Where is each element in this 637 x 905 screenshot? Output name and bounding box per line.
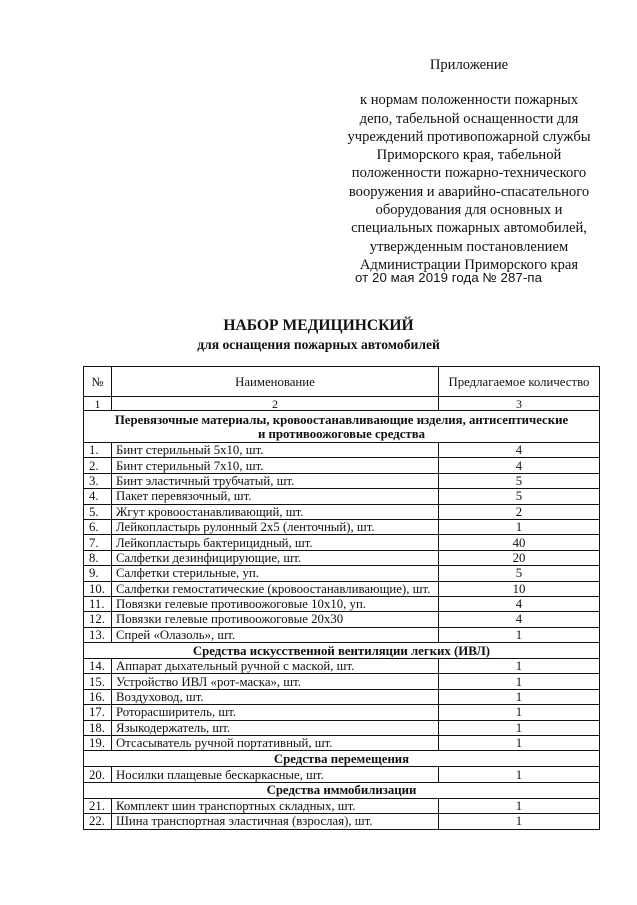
- row-number: 4.: [84, 489, 112, 504]
- table-row: [84, 798, 600, 813]
- item-name: Салфетки гемостатические (кровоостанавливающие), шт.: [111, 581, 438, 596]
- header-number: №: [84, 367, 112, 397]
- item-quantity: 2: [438, 504, 599, 519]
- row-number: 1.: [84, 443, 112, 458]
- row-number: 18.: [84, 720, 112, 735]
- appendix-line: специальных пожарных автомобилей,: [351, 220, 587, 237]
- item-quantity: 1: [438, 798, 599, 813]
- item-quantity: 5: [438, 473, 599, 488]
- item-name: Аппарат дыхательный ручной с маской, шт.: [111, 659, 438, 674]
- item-name: Бинт эластичный трубчатый, шт.: [111, 473, 438, 488]
- appendix-line: утвержденным постановлением: [369, 238, 569, 255]
- item-name: Жгут кровоостанавливающий, шт.: [111, 504, 438, 519]
- table-row: [84, 566, 600, 581]
- item-name: Комплект шин транспортных складных, шт.: [111, 798, 438, 813]
- column-number: 1: [84, 397, 112, 411]
- row-number: 19.: [84, 736, 112, 751]
- section-title: [84, 411, 600, 443]
- appendix-title: Приложение: [429, 57, 509, 73]
- section-title: [84, 751, 600, 767]
- item-quantity: 1: [438, 705, 599, 720]
- item-name: Носилки плащевые бескаркасные, шт.: [111, 767, 438, 782]
- table-header-row: [84, 367, 600, 397]
- appendix-line: Приморского края, табельной: [376, 147, 562, 164]
- item-quantity: 4: [438, 596, 599, 611]
- item-quantity: 1: [438, 519, 599, 534]
- table-row: [84, 612, 600, 627]
- table-row: [84, 689, 600, 704]
- row-number: 20.: [84, 767, 112, 782]
- table-row: [84, 736, 600, 751]
- item-name: Повязки гелевые противоожоговые 20х30: [111, 612, 438, 627]
- appendix-line: положенности пожарно-технического: [351, 165, 587, 182]
- row-number: 16.: [84, 689, 112, 704]
- item-quantity: 4: [438, 612, 599, 627]
- appendix-line: учреждений противопожарной службы: [347, 128, 591, 145]
- row-number: 14.: [84, 659, 112, 674]
- item-name: Салфетки дезинфицирующие, шт.: [111, 550, 438, 565]
- row-number: 2.: [84, 458, 112, 473]
- row-number: 11.: [84, 596, 112, 611]
- row-number: 15.: [84, 674, 112, 689]
- row-number: 9.: [84, 566, 112, 581]
- table-row: [84, 489, 600, 504]
- section-header-row: [84, 751, 600, 767]
- item-quantity: 1: [438, 814, 599, 829]
- table-row: [84, 535, 600, 550]
- item-quantity: 1: [438, 720, 599, 735]
- section-header-row: [84, 782, 600, 798]
- column-number: 2: [111, 397, 438, 411]
- item-name: Отсасыватель ручной портативный, шт.: [111, 736, 438, 751]
- section-title-line: и противоожоговые средства: [257, 426, 426, 441]
- table-row: [84, 767, 600, 782]
- table-row: [84, 443, 600, 458]
- appendix-block: [338, 56, 600, 274]
- item-name: Устройство ИВЛ «рот-маска», шт.: [111, 674, 438, 689]
- appendix-text: [338, 91, 600, 274]
- table-row: [84, 705, 600, 720]
- medical-kit-table: [83, 366, 600, 830]
- item-quantity: 1: [438, 627, 599, 642]
- table-row: [84, 581, 600, 596]
- item-quantity: 10: [438, 581, 599, 596]
- item-name: Повязки гелевые противоожоговые 10х10, уп.: [111, 596, 438, 611]
- table-row: [84, 659, 600, 674]
- row-number: 3.: [84, 473, 112, 488]
- section-title: [84, 643, 600, 659]
- section-title-line: Средства искусственной вентиляции легких (ИВЛ): [192, 643, 491, 658]
- section-header-row: [84, 643, 600, 659]
- item-name: Салфетки стерильные, уп.: [111, 566, 438, 581]
- item-quantity: 5: [438, 489, 599, 504]
- item-quantity: 20: [438, 550, 599, 565]
- item-name: Пакет перевязочный, шт.: [111, 489, 438, 504]
- item-quantity: 1: [438, 689, 599, 704]
- row-number: 7.: [84, 535, 112, 550]
- table-row: [84, 596, 600, 611]
- row-number: 10.: [84, 581, 112, 596]
- item-name: Роторасширитель, шт.: [111, 705, 438, 720]
- item-name: Лейкопластырь рулонный 2х5 (ленточный), шт.: [111, 519, 438, 534]
- table-row: [84, 519, 600, 534]
- document-title: НАБОР МЕДИЦИНСКИЙ: [223, 317, 414, 334]
- item-name: Языкодержатель, шт.: [111, 720, 438, 735]
- item-quantity: 1: [438, 767, 599, 782]
- row-number: 22.: [84, 814, 112, 829]
- row-number: 21.: [84, 798, 112, 813]
- item-quantity: 1: [438, 659, 599, 674]
- appendix-line: вооружения и аварийно-спасательного: [348, 183, 590, 200]
- section-header-row: [84, 411, 600, 443]
- document-subtitle: для оснащения пожарных автомобилей: [197, 337, 440, 352]
- appendix-line: депо, табельной оснащенности для: [359, 110, 579, 127]
- table-row: [84, 627, 600, 642]
- table-body: [84, 367, 600, 830]
- item-quantity: 5: [438, 566, 599, 581]
- row-number: 8.: [84, 550, 112, 565]
- row-number: 13.: [84, 627, 112, 642]
- item-quantity: 40: [438, 535, 599, 550]
- table-row: [84, 814, 600, 829]
- item-name: Лейкопластырь бактерицидный, шт.: [111, 535, 438, 550]
- table-row: [84, 473, 600, 488]
- appendix-line: Администрации Приморского края: [359, 256, 579, 273]
- item-name: Шина транспортная эластичная (взрослая), шт.: [111, 814, 438, 829]
- section-title-line: Перевязочные материалы, кровоостанавливающие изделия, антисептические: [114, 412, 569, 427]
- table-row: [84, 504, 600, 519]
- table-row: [84, 720, 600, 735]
- row-number: 17.: [84, 705, 112, 720]
- order-reference: от 20 мая 2019 года № 287-па: [355, 270, 543, 285]
- item-quantity: 1: [438, 736, 599, 751]
- header-name: Наименование: [111, 367, 438, 397]
- item-quantity: 4: [438, 443, 599, 458]
- item-name: Воздуховод, шт.: [111, 689, 438, 704]
- item-name: Бинт стерильный 7х10, шт.: [111, 458, 438, 473]
- appendix-line: оборудования для основных и: [375, 202, 563, 219]
- section-title-line: Средства перемещения: [273, 751, 410, 766]
- item-name: Бинт стерильный 5х10, шт.: [111, 443, 438, 458]
- appendix-line: к нормам положенности пожарных: [359, 92, 579, 109]
- table-row: [84, 458, 600, 473]
- table-row: [84, 674, 600, 689]
- row-number: 12.: [84, 612, 112, 627]
- row-number: 6.: [84, 519, 112, 534]
- row-number: 5.: [84, 504, 112, 519]
- item-name: Спрей «Олазоль», шт.: [111, 627, 438, 642]
- header-quantity: Предлагаемое количество: [438, 367, 599, 397]
- column-number: 3: [438, 397, 599, 411]
- section-title-line: Средства иммобилизации: [266, 783, 417, 798]
- column-number-row: [84, 397, 600, 411]
- item-quantity: 1: [438, 674, 599, 689]
- item-quantity: 4: [438, 458, 599, 473]
- section-title: [84, 782, 600, 798]
- table-row: [84, 550, 600, 565]
